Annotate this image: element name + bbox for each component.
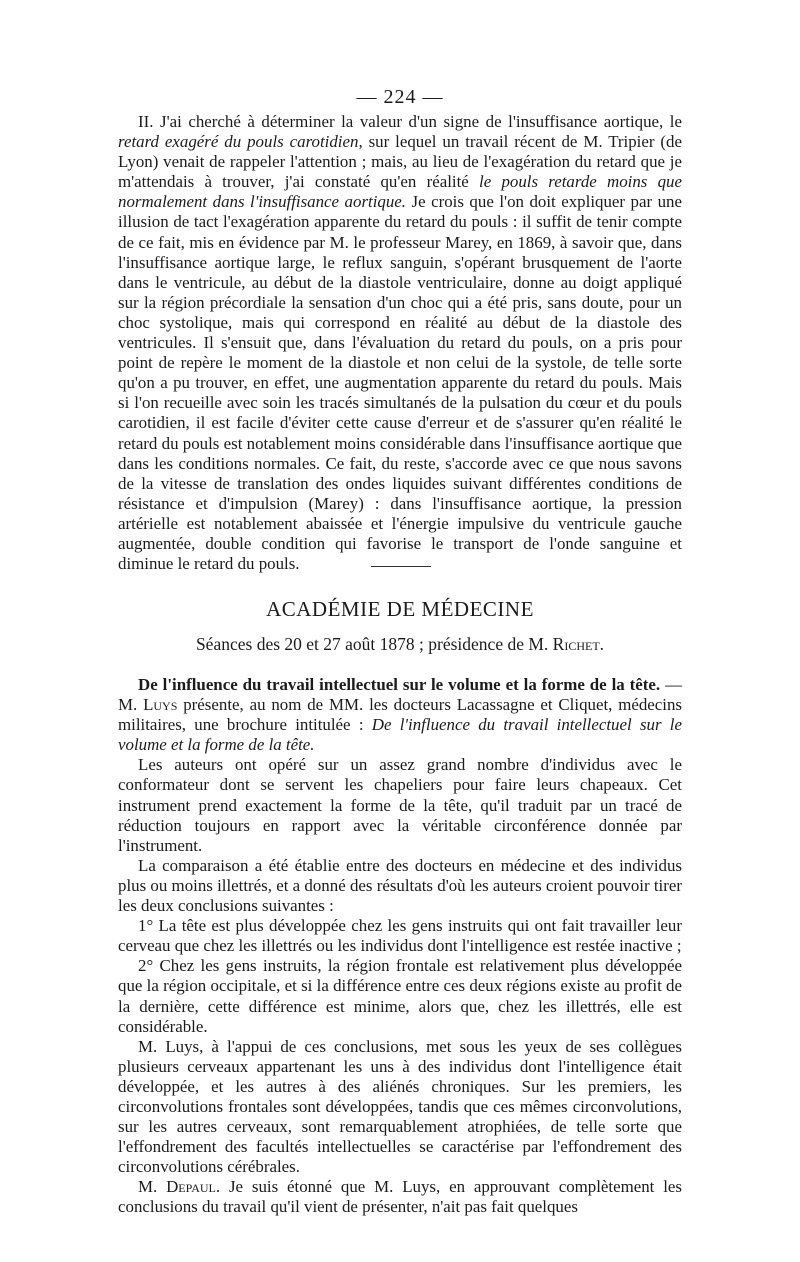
brochure-title: De l'influence du travail intellectuel sur le volume et la forme de la tête. bbox=[118, 715, 682, 755]
paragraph-text: M. bbox=[138, 1177, 167, 1197]
section-divider bbox=[371, 566, 431, 567]
session-text: Séances des 20 et 27 août 1878 ; présidence de M. bbox=[195, 634, 553, 654]
paragraph: M. Luys, à l'appui de ces conclusions, met sous les yeux de ses collègues plusieurs cerveaux appartenant les uns à des individus dont l'intelligence était développée, et les autres à des aliénés chroniques. Sur les premiers, les circonvolutions frontales sont développées, tandis que ces mêmes circonvolutions, sur les autres cerveaux, sont remarquablement atrophiées, de telle sorte que l'effondrement des facultés intellectuelles se caractérise par l'effondrement des circonvolutions cérébrales. bbox=[118, 1036, 682, 1177]
paragraph-text: présente, au nom de MM. les docteurs Lacassagne et Cliquet, médecins militaires, une brochure intitulée : bbox=[118, 695, 682, 735]
paragraph-pulse bbox=[118, 112, 682, 574]
article-intro bbox=[118, 675, 682, 755]
paragraph-text: sur lequel un travail récent de M. Tripier (de Lyon) venait de rappeler l'attention ; mais, au lieu de l'exagération du retard que je m'attendais à trouver, j'ai constaté qu'en réalité bbox=[118, 132, 682, 192]
speaker-name: Depaul. bbox=[166, 1177, 221, 1197]
session-line bbox=[0, 634, 800, 655]
paragraph: 1° La tête est plus développée chez les gens instruits qui ont fait travailler leur cerveau que chez les illettrés ou les individus dont l'intelligence est restée inactive ; bbox=[118, 916, 682, 956]
paragraph: 2° Chez les gens instruits, la région frontale est relativement plus développée que la région occipitale, et si la différence entre ces deux régions existe au profit de la dernière, cette différence est minime, alors que, chez les illettrés, elle est considérable. bbox=[118, 956, 682, 1036]
paragraph-text: Je crois que l'on doit expliquer par une illusion de tact l'exagération apparente du retard du pouls : il suffit de tenir compte de ce fait, mis en évidence par M. le professeur Marey, en 1869, à savoir que, dans l'insuffisance aortique large, le reflux sanguin, s'opérant brusquement de l'aorte dans le ventricule, au début de la diastole ventriculaire, donne au doigt appliqué sur la région précordiale la sensation d'un choc qui a été pris, sans doute, pour un choc systolique, mais qui correspond en réalité au début de la diastole des ventricules. Il s'ensuit que, dans l'évaluation du retard du pouls, on a pris pour point de repère le moment de la diastole et non celui de la systole, de telle sorte qu'on a pu trouver, en effet, une augmentation apparente du retard du pouls. Mais si l'on recueille avec soin les tracés simultanés de la pulsation du cœur et du pouls carotidien, il est facile d'éviter cette cause d'erreur et de s'assurer qu'en réalité le retard du pouls est notablement moins considérable dans l'insuffisance aortique que dans les conditions normales. Ce fait, du reste, s'accorde avec ce que nous savons de la vitesse de translation des ondes liquides suivant différentes conditions de résistance et d'impulsion (Marey) : dans l'insuffisance aortique, la pression artérielle est notablement abaissée et l'énergie impulsive du ventricule gauche augmentée, double condition qui favorise le transport de l'onde sanguine et diminue le retard du pouls. bbox=[118, 192, 682, 574]
page-number: — 224 — bbox=[356, 86, 444, 108]
section-title: ACADÉMIE DE MÉDECINE bbox=[266, 597, 534, 621]
author-name: Luys bbox=[143, 695, 178, 715]
president-name: Richet. bbox=[552, 634, 605, 654]
paragraph-text: — M. bbox=[118, 675, 682, 715]
text-block-top bbox=[118, 112, 682, 574]
italic-phrase: retard exagéré du pouls carotidien, bbox=[118, 132, 363, 152]
paragraph-text: II. J'ai cherché à déterminer la valeur d'un signe de l'insuffisance aortique, le bbox=[138, 112, 682, 131]
paragraph: Les auteurs ont opéré sur un assez grand nombre d'individus avec le conformateur dont se servent les chapeliers pour faire leurs chapeaux. Cet instrument prend exactement la forme de la tête, qu'il traduit par un tracé de réduction toujours en rapport avec la véritable circonférence donnée par l'instrument. bbox=[118, 755, 682, 855]
paragraph-last bbox=[118, 1177, 682, 1217]
text-block-bottom bbox=[118, 675, 682, 1218]
paragraph-text: Je suis étonné que M. Luys, en approuvant complètement les conclusions du travail qu'il vient de présenter, n'ait pas fait quelques bbox=[118, 1177, 682, 1217]
italic-phrase: le pouls retarde moins que normalement dans l'insuffisance aortique. bbox=[118, 172, 682, 212]
paragraph: La comparaison a été établie entre des docteurs en médecine et des individus plus ou moins illettrés, et a donné des résultats d'où les auteurs croient pouvoir tirer les deux conclusions suivantes : bbox=[118, 855, 682, 916]
article-title: De l'influence du travail intellectuel sur le volume et la forme de la tête. bbox=[138, 675, 661, 694]
